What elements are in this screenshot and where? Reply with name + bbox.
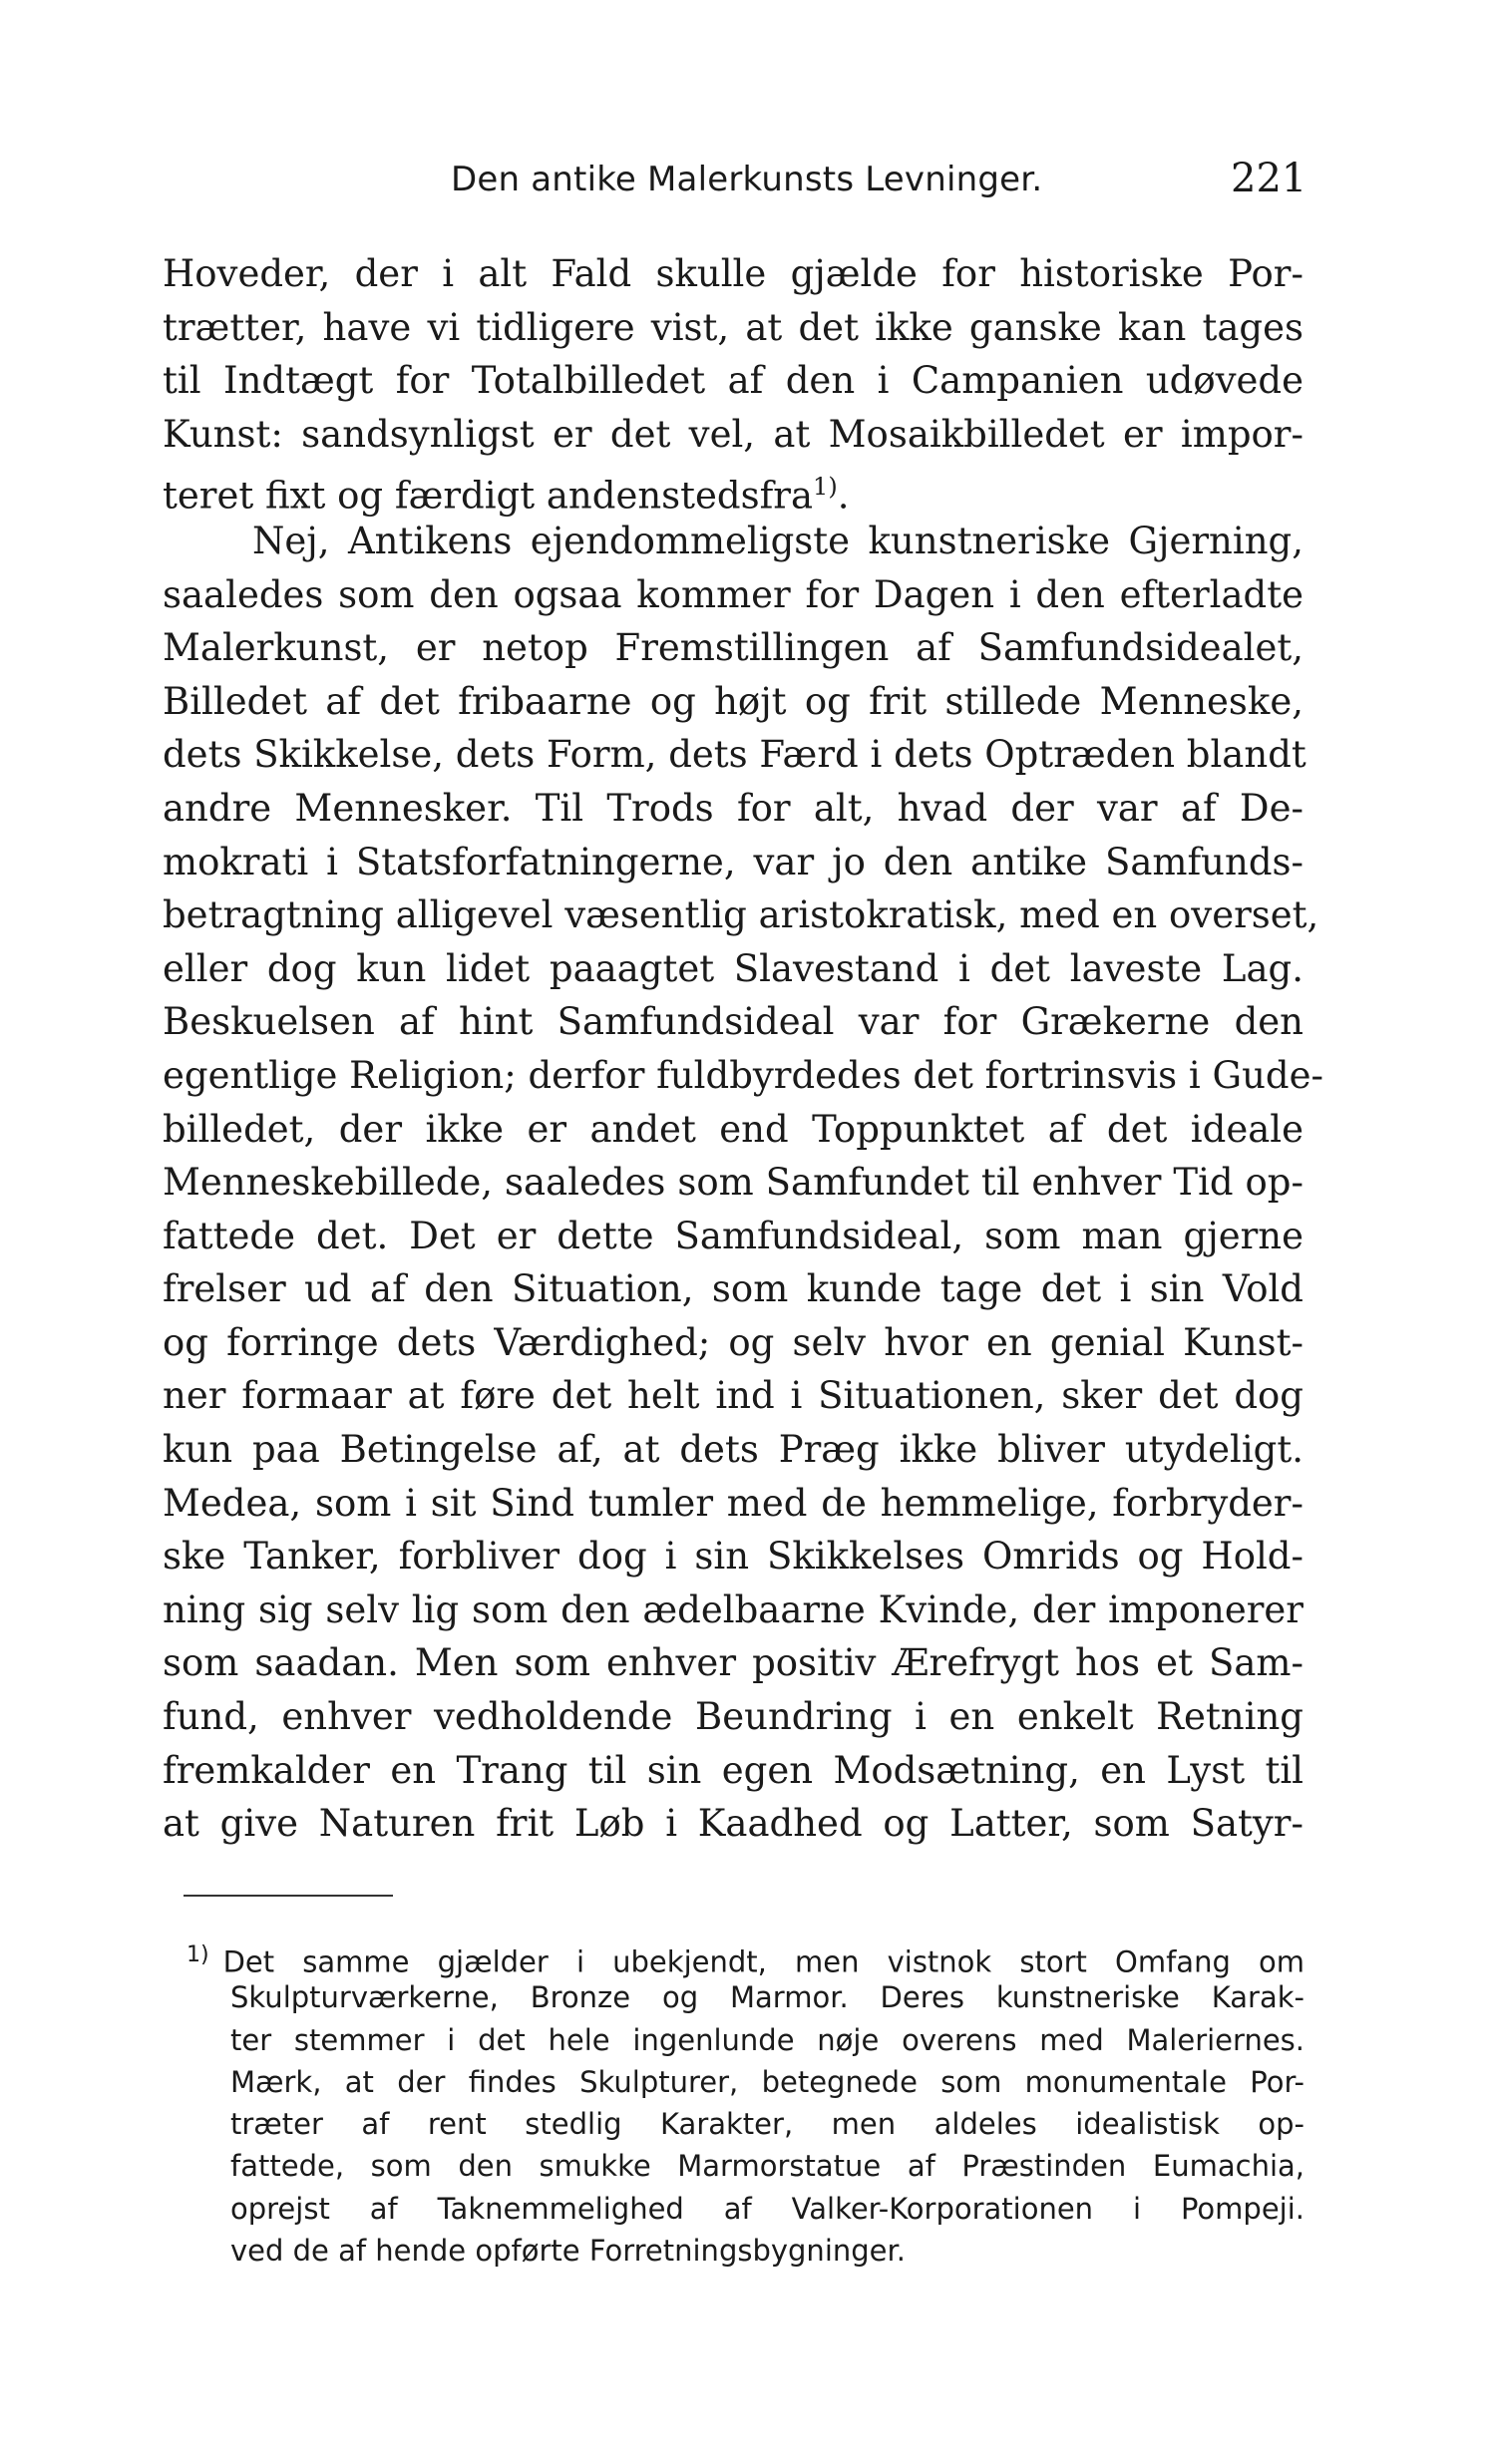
text-line: Nej, Antikens ejendommeligste kunstneriske Gjerning, <box>252 519 1304 562</box>
footnote-line <box>186 1935 1304 1979</box>
footnote-line: ved de af hende opførte Forretningsbygninger. <box>230 2234 906 2269</box>
text-line: Beskuelsen af hint Samfundsideal var for Grækerne den <box>163 1000 1304 1044</box>
text-line: mokrati i Statsforfatningerne, var jo den antike Samfunds- <box>163 840 1304 883</box>
footnote-line: fattede, som den smukke Marmorstatue af Præstinden Eumachia, <box>230 2149 1304 2184</box>
text-line: at give Naturen frit Løb i Kaadhed og Latter, som Satyr- <box>163 1802 1304 1846</box>
text-line <box>163 461 1304 518</box>
text-line: eller dog kun lidet paaagtet Slavestand i det laveste Lag. <box>163 946 1304 990</box>
text-line: til Indtægt for Totalbilledet af den i Campanien udøvede <box>163 359 1304 403</box>
text-line: Kunst: sandsynligst er det vel, at Mosaikbilledet er impor- <box>163 412 1304 456</box>
footnote-line: træter af rent stedlig Karakter, men aldeles idealistisk op- <box>230 2107 1304 2142</box>
running-title: Den antike Malerkunsts Levninger. <box>451 160 1043 199</box>
text-line: andre Mennesker. Til Trods for alt, hvad der var af De- <box>163 786 1304 830</box>
footnote-line: Mærk, at der findes Skulpturer, betegnede som monumentale Por- <box>230 2064 1304 2099</box>
page-number: 221 <box>1231 156 1307 201</box>
footnote-line-text: Det samme gjælder i ubekjendt, men vistnok stort Omfang om <box>222 1944 1304 1979</box>
footnote-block <box>186 1935 1304 2272</box>
footnote-line: oprejst af Taknemmelighed af Valker-Korporationen i Pompeji. <box>230 2191 1304 2226</box>
text-line: billedet, der ikke er andet end Toppunktet af det ideale <box>163 1107 1304 1151</box>
footnote-divider <box>184 1895 393 1897</box>
text-line: egentlige Religion; derfor fuldbyrdedes det fortrinsvis i Gude- <box>163 1053 1324 1097</box>
text-line: Billedet af det fribaarne og højt og frit stillede Menneske, <box>163 679 1304 723</box>
footnote-line: ter stemmer i det hele ingenlunde nøje overens med Maleriernes. <box>230 2022 1304 2057</box>
text-line: ske Tanker, forbliver dog i sin Skikkelses Omrids og Hold- <box>163 1535 1304 1579</box>
text-line: trætter, have vi tidligere vist, at det ikke ganske kan tages <box>163 305 1304 349</box>
text-line: og forringe dets Værdighed; og selv hvor en genial Kunst- <box>163 1320 1304 1364</box>
text-line: betragtning alligevel væsentlig aristokratisk, med en overset, <box>163 893 1319 937</box>
text-line: frelser ud af den Situation, som kunde tage det i sin Vold <box>163 1267 1304 1311</box>
footnote-line: Skulpturværkerne, Bronze og Marmor. Deres kunstneriske Karak- <box>230 1980 1304 2015</box>
text-line: kun paa Betingelse af, at dets Præg ikke bliver utydeligt. <box>163 1428 1304 1472</box>
main-text <box>163 247 1324 1851</box>
text-line-content: teret fixt og færdigt andenstedsfra <box>163 474 814 518</box>
footnote-reference[interactable]: 1) <box>813 473 838 502</box>
text-line: Malerkunst, er netop Fremstillingen af Samfundsidealet, <box>163 626 1304 670</box>
text-line: ner formaar at føre det helt ind i Situationen, sker det dog <box>163 1374 1304 1418</box>
text-line: Hoveder, der i alt Fald skulle gjælde for historiske Por- <box>163 252 1304 295</box>
text-line-end: . <box>837 474 850 518</box>
footnote-marker: 1) <box>186 1942 209 1967</box>
text-line: som saadan. Men som enhver positiv Ærefrygt hos et Sam- <box>163 1641 1304 1685</box>
text-line: Menneskebillede, saaledes som Samfundet til enhver Tid op- <box>163 1161 1304 1205</box>
text-line: fattede det. Det er dette Samfundsideal, som man gjerne <box>163 1214 1304 1257</box>
text-line: dets Skikkelse, dets Form, dets Færd i dets Optræden blandt <box>163 733 1306 777</box>
text-line: Medea, som i sit Sind tumler med de hemmelige, forbryder- <box>163 1481 1304 1525</box>
text-line: saaledes som den ogsaa kommer for Dagen i den efterladte <box>163 572 1304 616</box>
text-line: fremkalder en Trang til sin egen Modsætning, en Lyst til <box>163 1748 1304 1792</box>
text-line: fund, enhver vedholdende Beundring i en enkelt Retning <box>163 1695 1304 1739</box>
text-line: ning sig selv lig som den ædelbaarne Kvinde, der imponerer <box>163 1587 1304 1631</box>
